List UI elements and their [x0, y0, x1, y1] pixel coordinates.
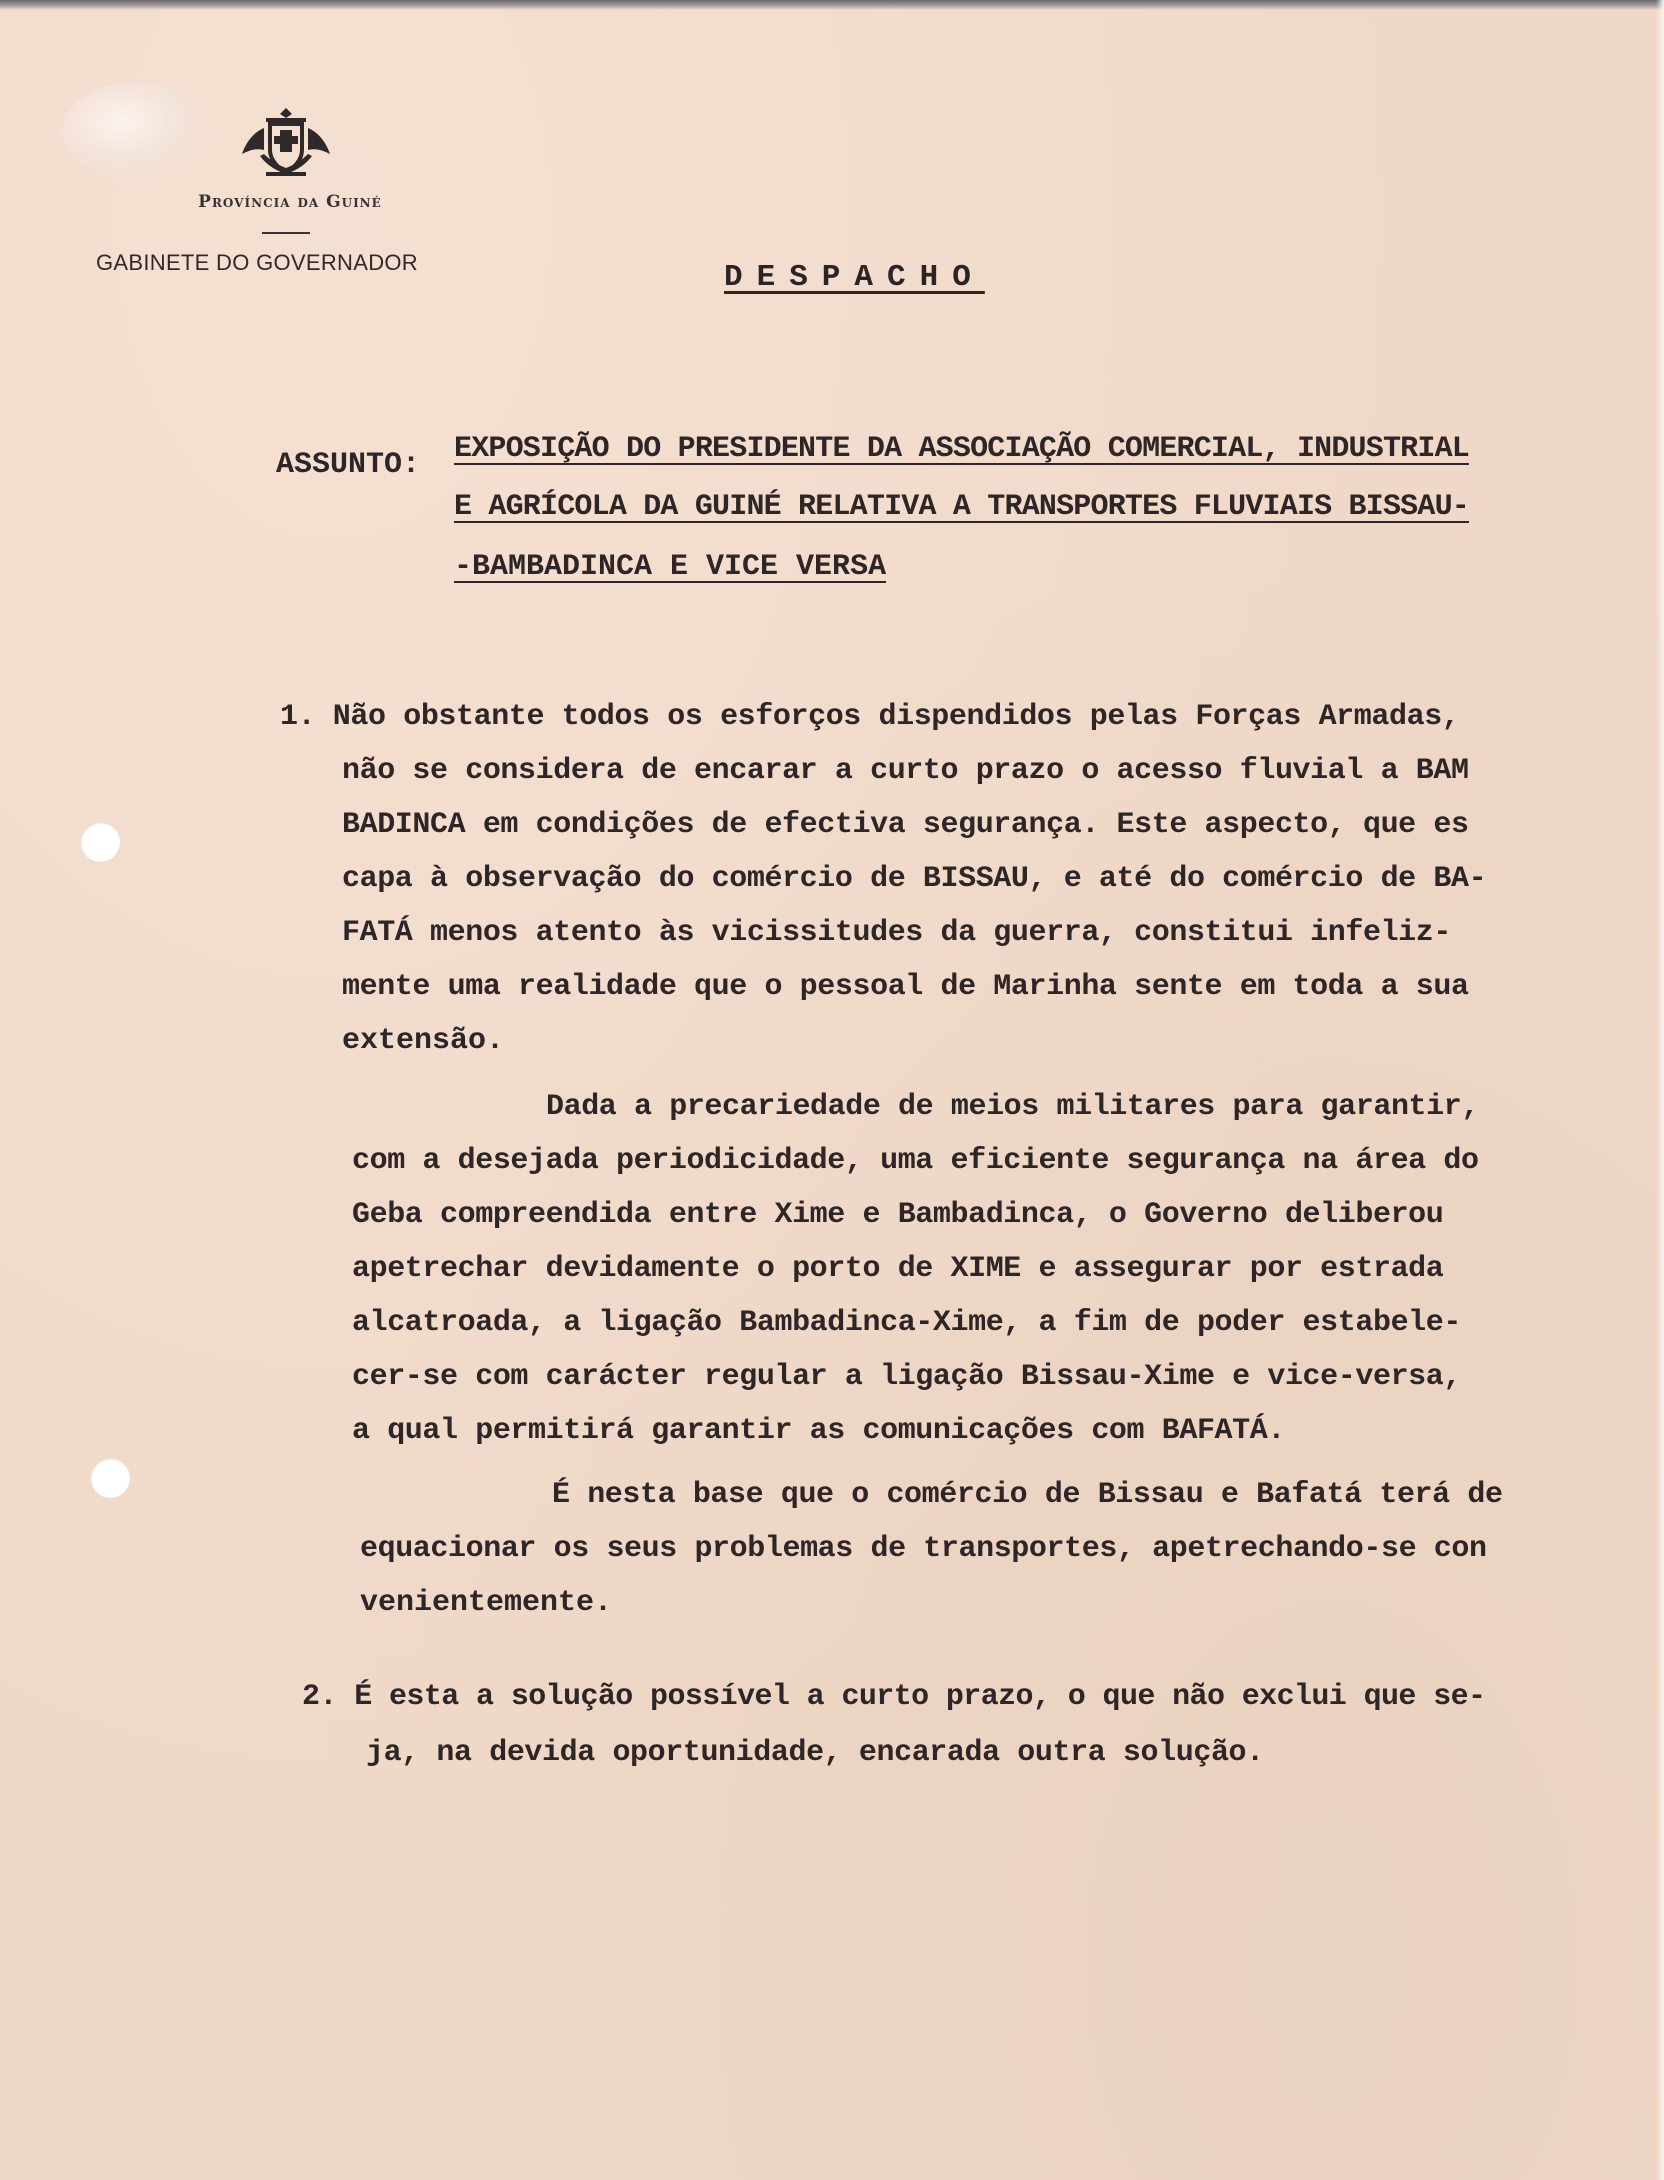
punch-hole — [90, 1458, 130, 1498]
text-line: FATÁ menos atento às vicissitudes da guerra, constitui infeliz- — [342, 916, 1451, 950]
text-line: É nesta base que o comércio de Bissau e Bafatá terá de — [552, 1478, 1503, 1512]
paper-damage — [62, 82, 212, 182]
text-line: 2. É esta a solução possível a curto prazo, o que não exclui que se- — [302, 1680, 1486, 1714]
subject-line: E AGRÍCOLA DA GUINÉ RELATIVA A TRANSPORTES FLUVIAIS BISSAU- — [454, 490, 1469, 524]
text-line: extensão. — [342, 1024, 505, 1058]
coat-of-arms-icon — [236, 104, 336, 180]
text-line: venientemente. — [360, 1586, 613, 1620]
text-line: mente uma realidade que o pessoal de Marinha sente em toda a sua — [342, 970, 1469, 1004]
scan-edge-right — [1656, 0, 1664, 2180]
text-line: não se considera de encarar a curto prazo o acesso fluvial a BAM — [342, 754, 1469, 788]
text-line: ja, na devida oportunidade, encarada outra solução. — [366, 1736, 1264, 1770]
text-line: cer-se com carácter regular a ligação Bissau-Xime e vice-versa, — [352, 1360, 1461, 1394]
punch-hole — [80, 822, 120, 862]
divider — [262, 232, 310, 234]
text-line: Dada a precariedade de meios militares para garantir, — [546, 1090, 1479, 1124]
province-heading: Província da Guiné — [198, 192, 382, 212]
cabinet-heading: GABINETE DO GOVERNADOR — [96, 250, 418, 275]
text-line: capa à observação do comércio de BISSAU, e até do comércio de BA- — [342, 862, 1487, 896]
scan-edge — [0, 0, 1664, 10]
text-line: a qual permitirá garantir as comunicações com BAFATÁ. — [352, 1414, 1285, 1448]
subject-line: EXPOSIÇÃO DO PRESIDENTE DA ASSOCIAÇÃO COMERCIAL, INDUSTRIAL — [454, 432, 1469, 466]
text-line: alcatroada, a ligação Bambadinca-Xime, a fim de poder estabele- — [352, 1306, 1461, 1340]
text-line: 1. Não obstante todos os esforços dispendidos pelas Forças Armadas, — [280, 700, 1460, 734]
text-line: BADINCA em condições de efectiva segurança. Este aspecto, que es — [342, 808, 1469, 842]
document-title: DESPACHO — [724, 260, 985, 295]
subject-line: -BAMBADINCA E VICE VERSA — [454, 550, 887, 584]
subject-label: ASSUNTO: — [276, 448, 421, 482]
text-line: apetrechar devidamente o porto de XIME e assegurar por estrada — [352, 1252, 1444, 1286]
text-line: equacionar os seus problemas de transportes, apetrechando-se con — [360, 1532, 1487, 1566]
text-line: com a desejada periodicidade, uma eficiente segurança na área do — [352, 1144, 1479, 1178]
text-line: Geba compreendida entre Xime e Bambadinca, o Governo deliberou — [352, 1198, 1444, 1232]
